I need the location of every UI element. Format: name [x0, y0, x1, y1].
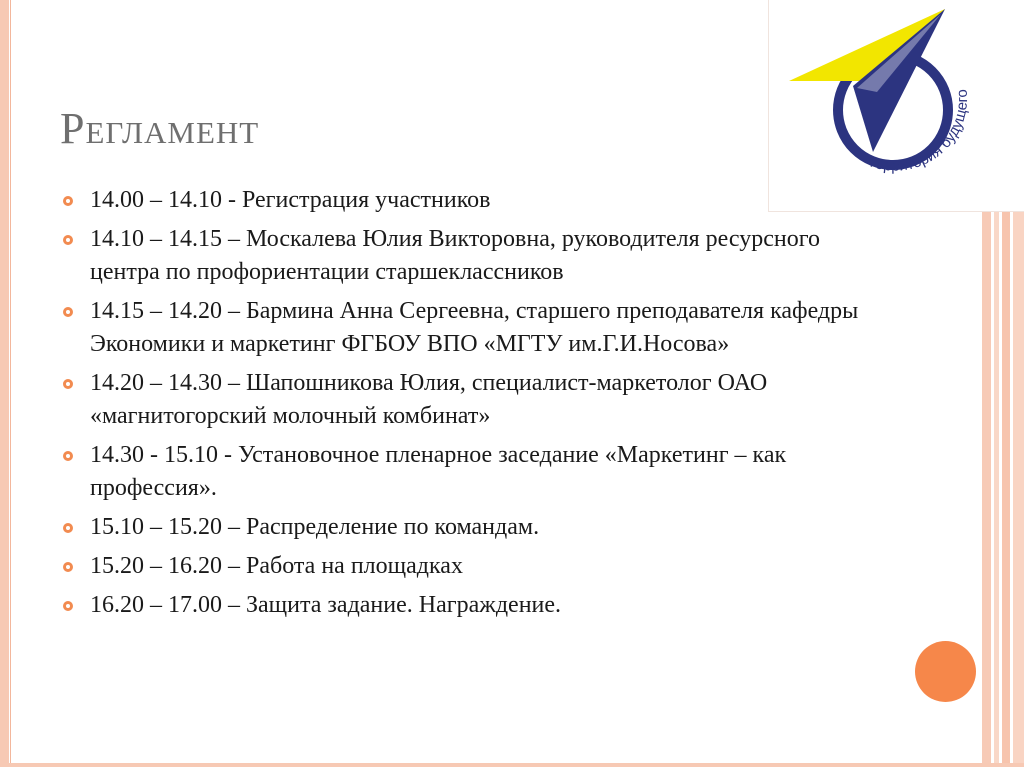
bullet-ring-icon	[63, 523, 73, 533]
list-item	[60, 589, 860, 622]
bullet-ring-icon	[63, 379, 73, 389]
slide-frame-bottom	[0, 763, 1024, 767]
list-item-text: 15.20 – 16.20 – Работа на площадках	[90, 553, 463, 579]
page-title: Регламент	[60, 104, 260, 153]
list-item	[60, 511, 860, 544]
right-stripe-1	[982, 212, 991, 767]
list-item	[60, 439, 860, 505]
list-item	[60, 550, 860, 583]
logo-caption: Территория будущего	[865, 88, 972, 175]
bullet-ring-icon	[63, 196, 73, 206]
list-item	[60, 223, 860, 289]
list-item-text: 15.10 – 15.20 – Распределение по командам.	[90, 514, 540, 540]
list-item-text: 14.10 – 14.15 – Москалева Юлия Викторовна, руководителя ресурсного центра по профориентации старшеклассников	[90, 226, 820, 285]
slide-frame-left-line	[10, 0, 11, 767]
list-item-text: 14.20 – 14.30 – Шапошникова Юлия, специалист-маркетолог ОАО «магнитогорский молочный комбинат»	[90, 370, 768, 429]
list-item-text: 14.15 – 14.20 – Бармина Анна Сергеевна, старшего преподавателя кафедры Экономики и маркетинг ФГБОУ ВПО «МГТУ им.Г.И.Носова»	[90, 298, 859, 357]
bullet-ring-icon	[63, 601, 73, 611]
bullet-ring-icon	[63, 235, 73, 245]
decorative-circle	[915, 641, 976, 702]
list-item	[60, 295, 860, 361]
bullet-ring-icon	[63, 307, 73, 317]
list-item-text: 14.00 – 14.10 - Регистрация участников	[90, 187, 491, 213]
list-item	[60, 184, 860, 217]
slide-frame-left	[0, 0, 9, 767]
bullet-list	[60, 184, 860, 628]
list-item	[60, 367, 860, 433]
list-item-text: 14.30 - 15.10 - Установочное пленарное заседание «Маркетинг – как профессия».	[90, 442, 787, 501]
bullet-ring-icon	[63, 562, 73, 572]
right-stripe-2	[994, 212, 999, 767]
right-stripe-3	[1002, 212, 1010, 767]
paper-plane-compass-icon	[769, 0, 1024, 212]
logo-box	[768, 0, 1024, 212]
bullet-ring-icon	[63, 451, 73, 461]
list-item-text: 16.20 – 17.00 – Защита задание. Награждение.	[90, 592, 562, 618]
right-stripe-4	[1013, 212, 1024, 767]
